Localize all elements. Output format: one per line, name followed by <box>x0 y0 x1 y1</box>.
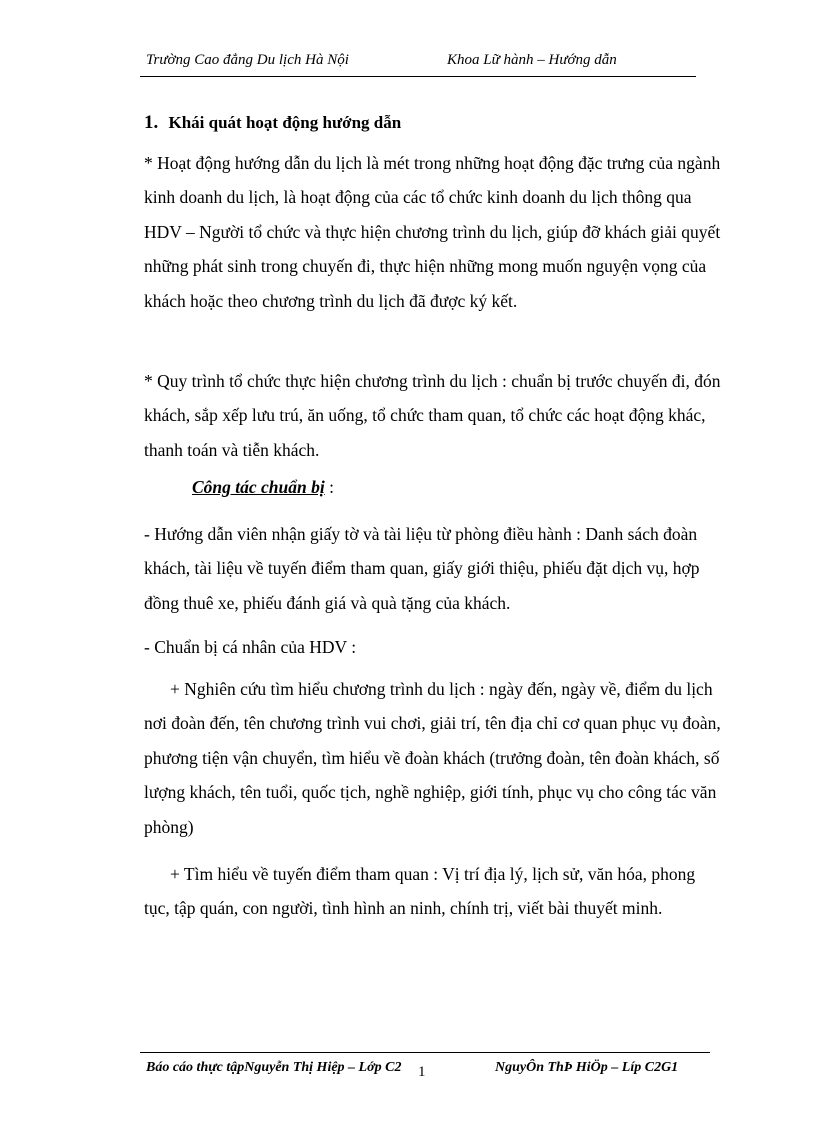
paragraph-documents: - Hướng dẫn viên nhận giấy tờ và tài liệu từ phòng điều hành : Danh sách đoàn khách, tài liệu về tuyến điểm tham quan, giấy giới thiệu, phiếu đặt dịch vụ, hợp đồng thuê xe, phiếu đánh giá và quà tặng của khách. <box>144 524 700 613</box>
subheading-title: Công tác chuẩn bị <box>192 477 325 497</box>
paragraph-research-program: + Nghiên cứu tìm hiểu chương trình du lịch : ngày đến, ngày về, điểm du lịch nơi đoàn đến, tên chương trình vui chơi, giải trí, tên địa chỉ cơ quan phục vụ đoàn, phương tiện vận chuyển, tìm hiểu về đoàn khách (trưởng đoàn, tên đoàn khách, số lượng khách, tên tuổi, quốc tịch, nghề nghiệp, giới tính, phục vụ cho công tác văn phòng) <box>144 679 721 837</box>
section-number: 1. <box>144 112 159 133</box>
footer-report: Báo cáo thực tậpNguyễn Thị Hiệp – Lớp C2 <box>146 1060 402 1075</box>
section-title: Khái quát hoạt động hướng dẫn <box>168 113 402 132</box>
paragraph-research-route: + Tìm hiểu về tuyến điểm tham quan : Vị trí địa lý, lịch sử, văn hóa, phong tục, tập quán, con người, tình hình an ninh, chính trị, viết bài thuyết minh. <box>144 864 696 919</box>
section-heading <box>144 112 401 134</box>
subheading-preparation <box>192 477 334 498</box>
header-department: Khoa Lữ hành – Hướng dẫn <box>447 52 617 68</box>
paragraph-overview: * Hoạt động hướng dẫn du lịch là mét trong những hoạt động đặc trưng của ngành kinh doanh du lịch, là hoạt động của các tổ chức kinh doanh du lịch thông qua HDV – Người tổ chức và thực hiện chương trình du lịch, giúp đỡ khách giải quyết những phát sinh trong chuyến đi, thực hiện những mong muốn nguyện vọng của khách hoặc theo chương trình du lịch đã được ký kết. <box>144 153 721 311</box>
paragraph-process: * Quy trình tổ chức thực hiện chương trình du lịch : chuẩn bị trước chuyến đi, đón khách, sắp xếp lưu trú, ăn uống, tổ chức tham quan, tổ chức các hoạt động khác, thanh toán và tiễn khách. <box>144 371 721 460</box>
page-number: 1 <box>418 1064 426 1080</box>
subheading-colon: : <box>324 477 334 497</box>
header-divider <box>140 76 696 77</box>
footer-student: NguyÔn ThÞ HiÖp – Líp C2G1 <box>495 1060 679 1075</box>
footer-divider <box>140 1052 710 1053</box>
header-school: Trường Cao đẳng Du lịch Hà Nội <box>146 52 349 68</box>
paragraph-personal-prep: - Chuẩn bị cá nhân của HDV : <box>144 637 357 657</box>
